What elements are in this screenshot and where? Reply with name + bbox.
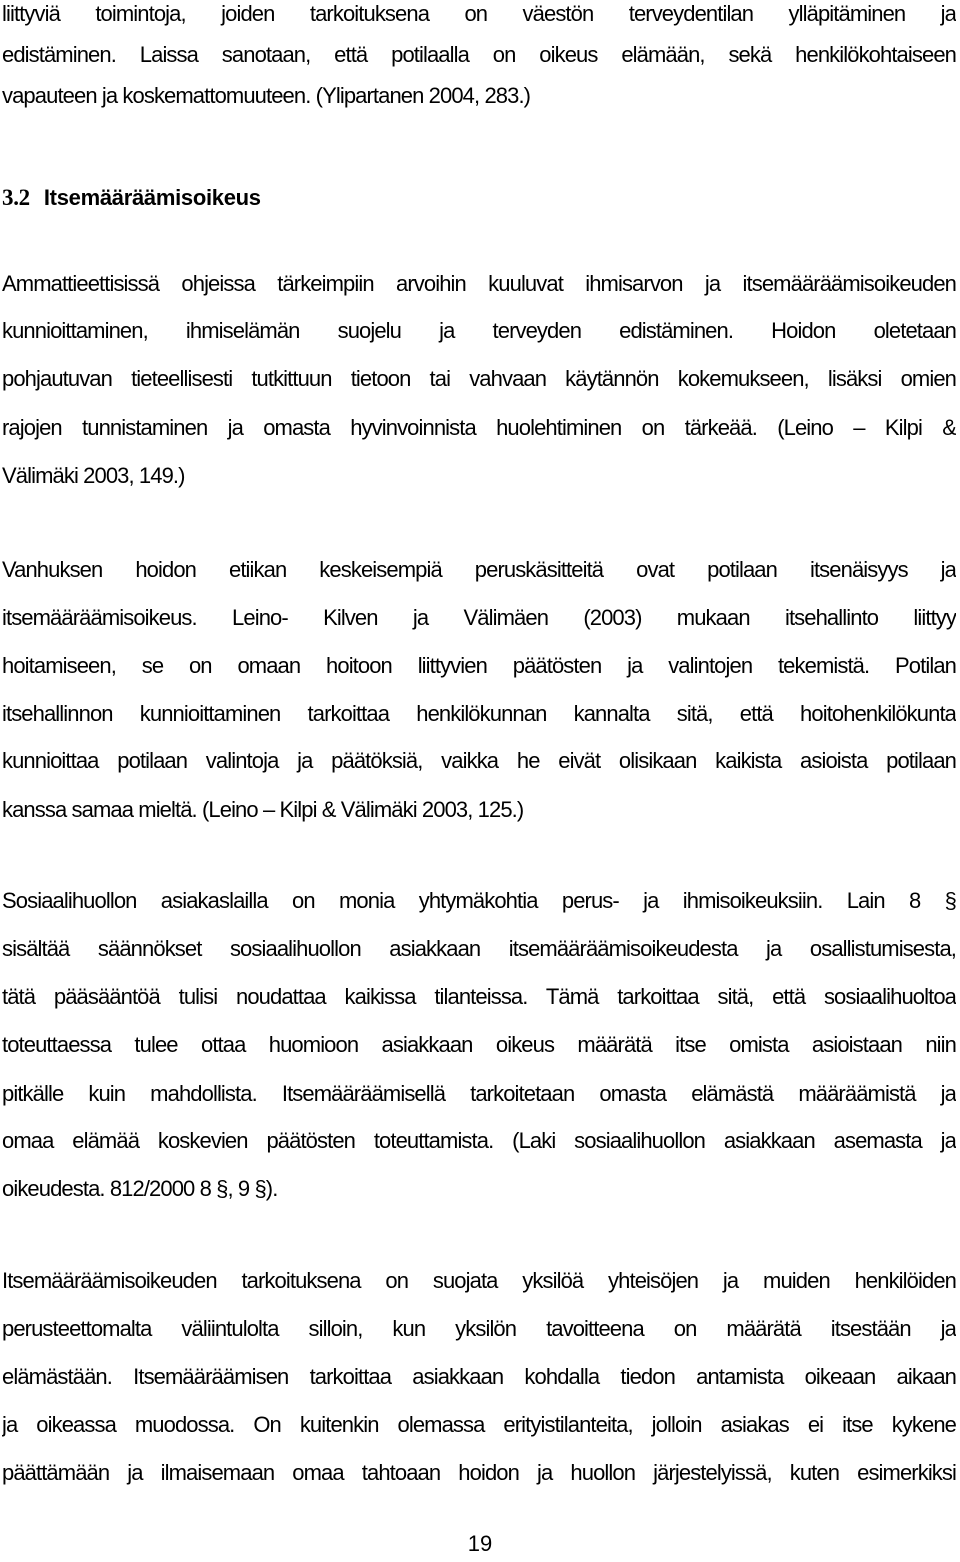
text-line: edistäminen. Laissa sanotaan, että potilaalla on oikeus elämään, sekä henkilökohtaiseen — [2, 42, 956, 67]
text-line: rajojen tunnistaminen ja omasta hyvinvoinnista huolehtiminen on tärkeää. (Leino – Kilpi & — [2, 415, 956, 440]
text-line: itsemääräämisoikeus. Leino- Kilven ja Välimäen (2003) mukaan itsehallinto liittyy — [2, 605, 956, 630]
text-line: ja oikeassa muodossa. On kuitenkin olemassa erityistilanteita, jolloin asiakas ei itse kykene — [2, 1412, 956, 1437]
text-line: Vanhuksen hoidon etiikan keskeisempiä peruskäsitteitä ovat potilaan itsenäisyys ja — [2, 557, 956, 582]
text-line: omaa elämää koskevien päätösten toteuttamista. (Laki sosiaalihuollon asiakkaan asemasta ja — [2, 1128, 956, 1153]
text-line: toteuttaessa tulee ottaa huomioon asiakkaan oikeus määrätä itse omista asioistaan niin — [2, 1032, 956, 1057]
text-line: kunnioittaminen, ihmiselämän suojelu ja terveyden edistäminen. Hoidon oletetaan — [2, 318, 956, 343]
text-line: tätä pääsääntöä tulisi noudattaa kaikissa tilanteissa. Tämä tarkoittaa sitä, että sosiaalihuoltoa — [2, 984, 956, 1009]
page-number: 19 — [467, 1531, 493, 1556]
text-line: Välimäki 2003, 149.) — [2, 463, 185, 488]
text-line: elämästään. Itsemääräämisen tarkoittaa asiakkaan kohdalla tiedon antamista oikeaan aikaan — [2, 1364, 956, 1389]
text-line: kunnioittaa potilaan valintoja ja päätöksiä, vaikka he eivät olisikaan kaikista asioista potilaan — [2, 748, 956, 773]
text-line: Itsemääräämisoikeuden tarkoituksena on suojata yksilöä yhteisöjen ja muiden henkilöiden — [2, 1268, 956, 1293]
text-line: Sosiaalihuollon asiakaslailla on monia yhtymäkohtia perus- ja ihmisoikeuksiin. Lain 8 § — [2, 888, 956, 913]
text-line: sisältää säännökset sosiaalihuollon asiakkaan itsemääräämisoikeudesta ja osallistumisesta, — [2, 936, 956, 961]
section-number: 3.2 — [2, 185, 30, 210]
text-line: itsehallinnon kunnioittaminen tarkoittaa henkilökunnan kannalta sitä, että hoitohenkilökunta — [2, 701, 956, 726]
text-line: perusteettomalta väliintulolta silloin, kun yksilön tavoitteena on määrätä itsestään ja — [2, 1316, 956, 1341]
text-line: Ammattieettisissä ohjeissa tärkeimpiin arvoihin kuuluvat ihmisarvon ja itsemääräämisoikeuden — [2, 271, 956, 296]
text-line: kanssa samaa mieltä. (Leino – Kilpi & Välimäki 2003, 125.) — [2, 797, 524, 822]
section-heading — [2, 178, 602, 218]
text-line: pohjautuvan tieteellisesti tutkittuun tietoon tai vahvaan käytännön kokemukseen, lisäksi omien — [2, 366, 956, 391]
text-line: vapauteen ja koskemattomuuteen. (Ylipartanen 2004, 283.) — [2, 83, 531, 108]
text-line: pitkälle kuin mahdollista. Itsemääräämisellä tarkoitetaan omasta elämästä määräämistä ja — [2, 1081, 956, 1106]
text-line: oikeudesta. 812/2000 8 §, 9 §). — [2, 1176, 278, 1201]
text-line: hoitamiseen, se on omaan hoitoon liittyvien päätösten ja valintojen tekemistä. Potilan — [2, 653, 956, 678]
section-title: Itsemääräämisoikeus — [43, 185, 261, 210]
text-line: liittyviä toimintoja, joiden tarkoituksena on väestön terveydentilan ylläpitäminen ja — [2, 1, 956, 26]
text-line: päättämään ja ilmaisemaan omaa tahtoaan hoidon ja huollon järjestelyissä, kuten esimerkiksi — [2, 1460, 956, 1485]
